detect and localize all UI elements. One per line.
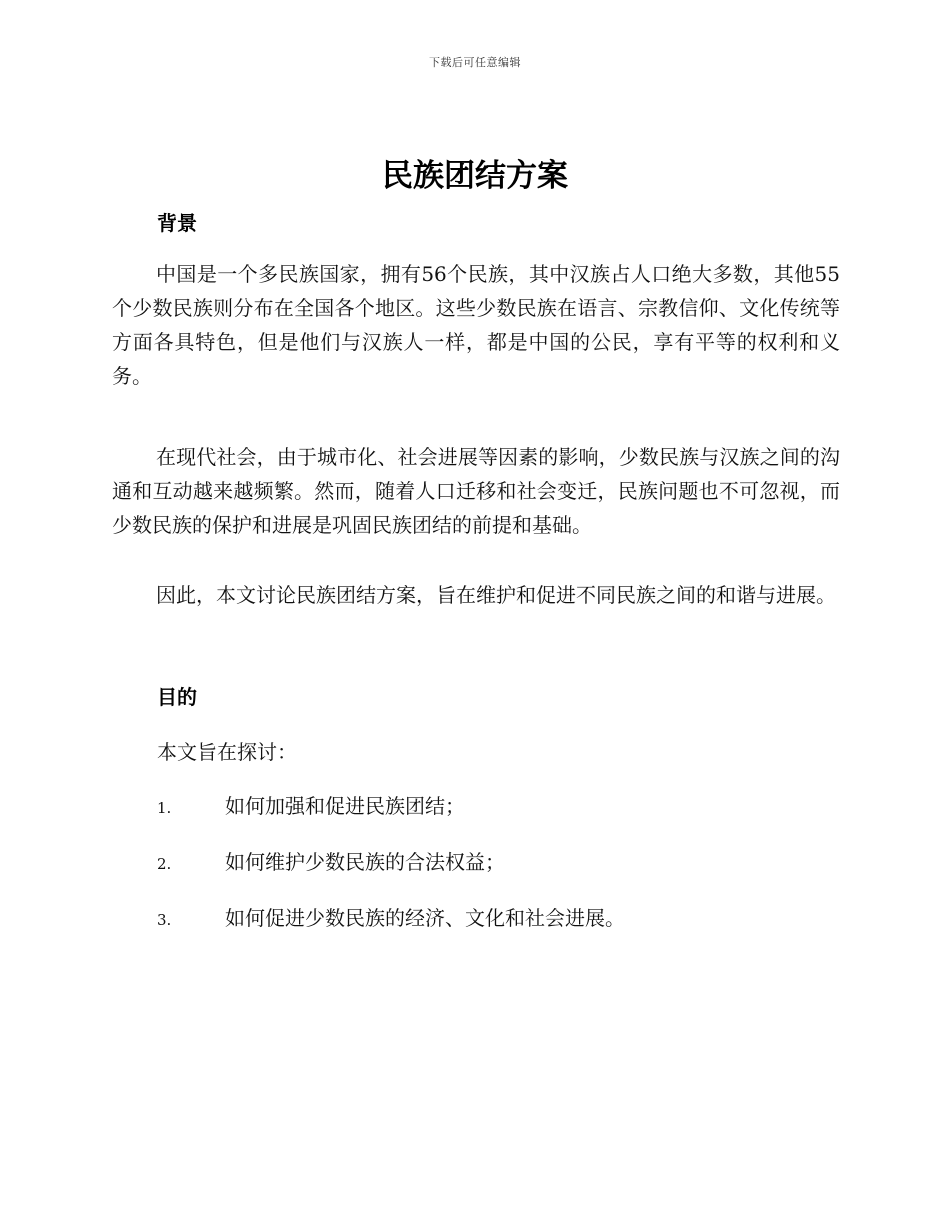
list-text: 如何促进少数民族的经济、文化和社会进展。 — [225, 906, 625, 930]
list-number: 1. — [157, 799, 172, 817]
document-title: 民族团结方案 — [382, 158, 568, 194]
background-paragraph-3: 因此，本文讨论民族团结方案，旨在维护和促进不同民族之间的和谐与进展。 — [156, 583, 836, 607]
header-note: 下载后可任意编辑 — [429, 56, 521, 69]
list-number: 2. — [157, 855, 172, 873]
section-heading-background: 背景 — [157, 211, 197, 235]
list-item — [157, 790, 837, 819]
list-number: 3. — [157, 911, 172, 929]
background-paragraph-2: 在现代社会，由于城市化、社会进展等因素的影响，少数民族与汉族之间的沟通和互动越来越频繁。然而，随着人口迁移和社会变迁，民族问题也不可忽视，而少数民族的保护和进展是巩固民族团结的前提和基础。 — [112, 445, 840, 537]
list-text: 如何维护少数民族的合法权益； — [225, 850, 505, 874]
list-item — [157, 902, 837, 931]
list-item — [157, 846, 837, 875]
section-heading-purpose: 目的 — [157, 685, 197, 709]
list-text: 如何加强和促进民族团结； — [225, 794, 465, 818]
purpose-intro: 本文旨在探讨： — [157, 740, 297, 764]
background-paragraph-1: 中国是一个多民族国家，拥有56个民族，其中汉族占人口绝大多数，其他55个少数民族则分布在全国各个地区。这些少数民族在语言、宗教信仰、文化传统等方面各具特色，但是他们与汉族人一样，都是中国的公民，享有平等的权利和义务。 — [112, 262, 840, 388]
